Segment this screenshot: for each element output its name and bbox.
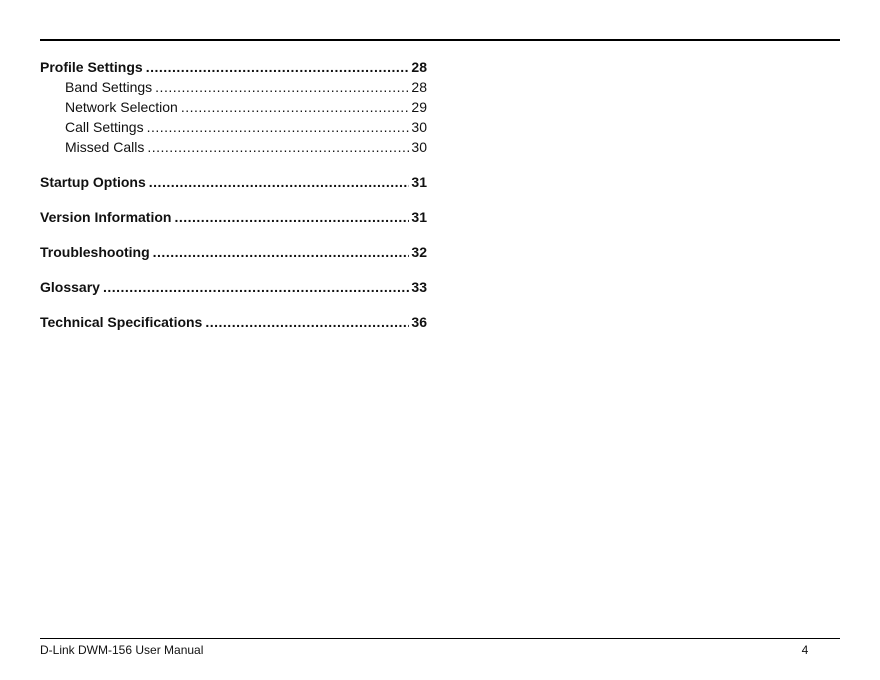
toc-entry-version-information[interactable] bbox=[40, 207, 427, 227]
toc-entry-startup-options[interactable] bbox=[40, 172, 427, 192]
toc-entry-missed-calls[interactable] bbox=[40, 137, 427, 157]
toc-entry-call-settings[interactable] bbox=[40, 117, 427, 137]
toc-entry-page: 28 bbox=[411, 59, 427, 75]
toc-dot-leader bbox=[146, 57, 410, 77]
toc-entry-title: Glossary bbox=[40, 279, 100, 295]
toc-dot-leader bbox=[149, 172, 410, 192]
toc-dot-leader bbox=[205, 312, 409, 332]
footer-page-number: 4 bbox=[801, 643, 809, 657]
header-rule bbox=[40, 39, 840, 41]
toc-entry-title: Technical Specifications bbox=[40, 314, 203, 330]
toc-dot-leader bbox=[181, 97, 410, 117]
toc-entry-page: 29 bbox=[411, 99, 427, 115]
toc-entry-page: 30 bbox=[411, 139, 427, 155]
toc-entry-title: Network Selection bbox=[65, 99, 178, 115]
toc-entry-page: 31 bbox=[411, 209, 427, 225]
toc-dot-leader bbox=[147, 137, 409, 157]
toc-entry-page: 32 bbox=[411, 244, 427, 260]
footer-manual-title: D-Link DWM-156 User Manual bbox=[40, 643, 204, 657]
toc-entry-profile-settings[interactable] bbox=[40, 57, 427, 77]
toc-entry-title: Startup Options bbox=[40, 174, 146, 190]
toc-entry-title: Band Settings bbox=[65, 79, 153, 95]
toc-dot-leader bbox=[155, 77, 409, 97]
toc-entry-page: 31 bbox=[411, 174, 427, 190]
toc-entry-band-settings[interactable] bbox=[40, 77, 427, 97]
toc-dot-leader bbox=[103, 277, 409, 297]
toc-entry-title: Missed Calls bbox=[65, 139, 145, 155]
toc-entry-title: Version Information bbox=[40, 209, 172, 225]
footer-rule bbox=[40, 638, 840, 639]
table-of-contents bbox=[40, 57, 427, 332]
toc-entry-title: Call Settings bbox=[65, 119, 144, 135]
toc-dot-leader bbox=[153, 242, 410, 262]
toc-entry-page: 28 bbox=[411, 79, 427, 95]
toc-entry-page: 36 bbox=[411, 314, 427, 330]
toc-entry-page: 33 bbox=[411, 279, 427, 295]
toc-entry-page: 30 bbox=[411, 119, 427, 135]
toc-dot-leader bbox=[147, 117, 410, 137]
toc-dot-leader bbox=[174, 207, 409, 227]
toc-entry-glossary[interactable] bbox=[40, 277, 427, 297]
toc-entry-technical-specifications[interactable] bbox=[40, 312, 427, 332]
toc-entry-network-selection[interactable] bbox=[40, 97, 427, 117]
toc-entry-title: Troubleshooting bbox=[40, 244, 150, 260]
toc-entry-troubleshooting[interactable] bbox=[40, 242, 427, 262]
toc-entry-title: Profile Settings bbox=[40, 59, 143, 75]
